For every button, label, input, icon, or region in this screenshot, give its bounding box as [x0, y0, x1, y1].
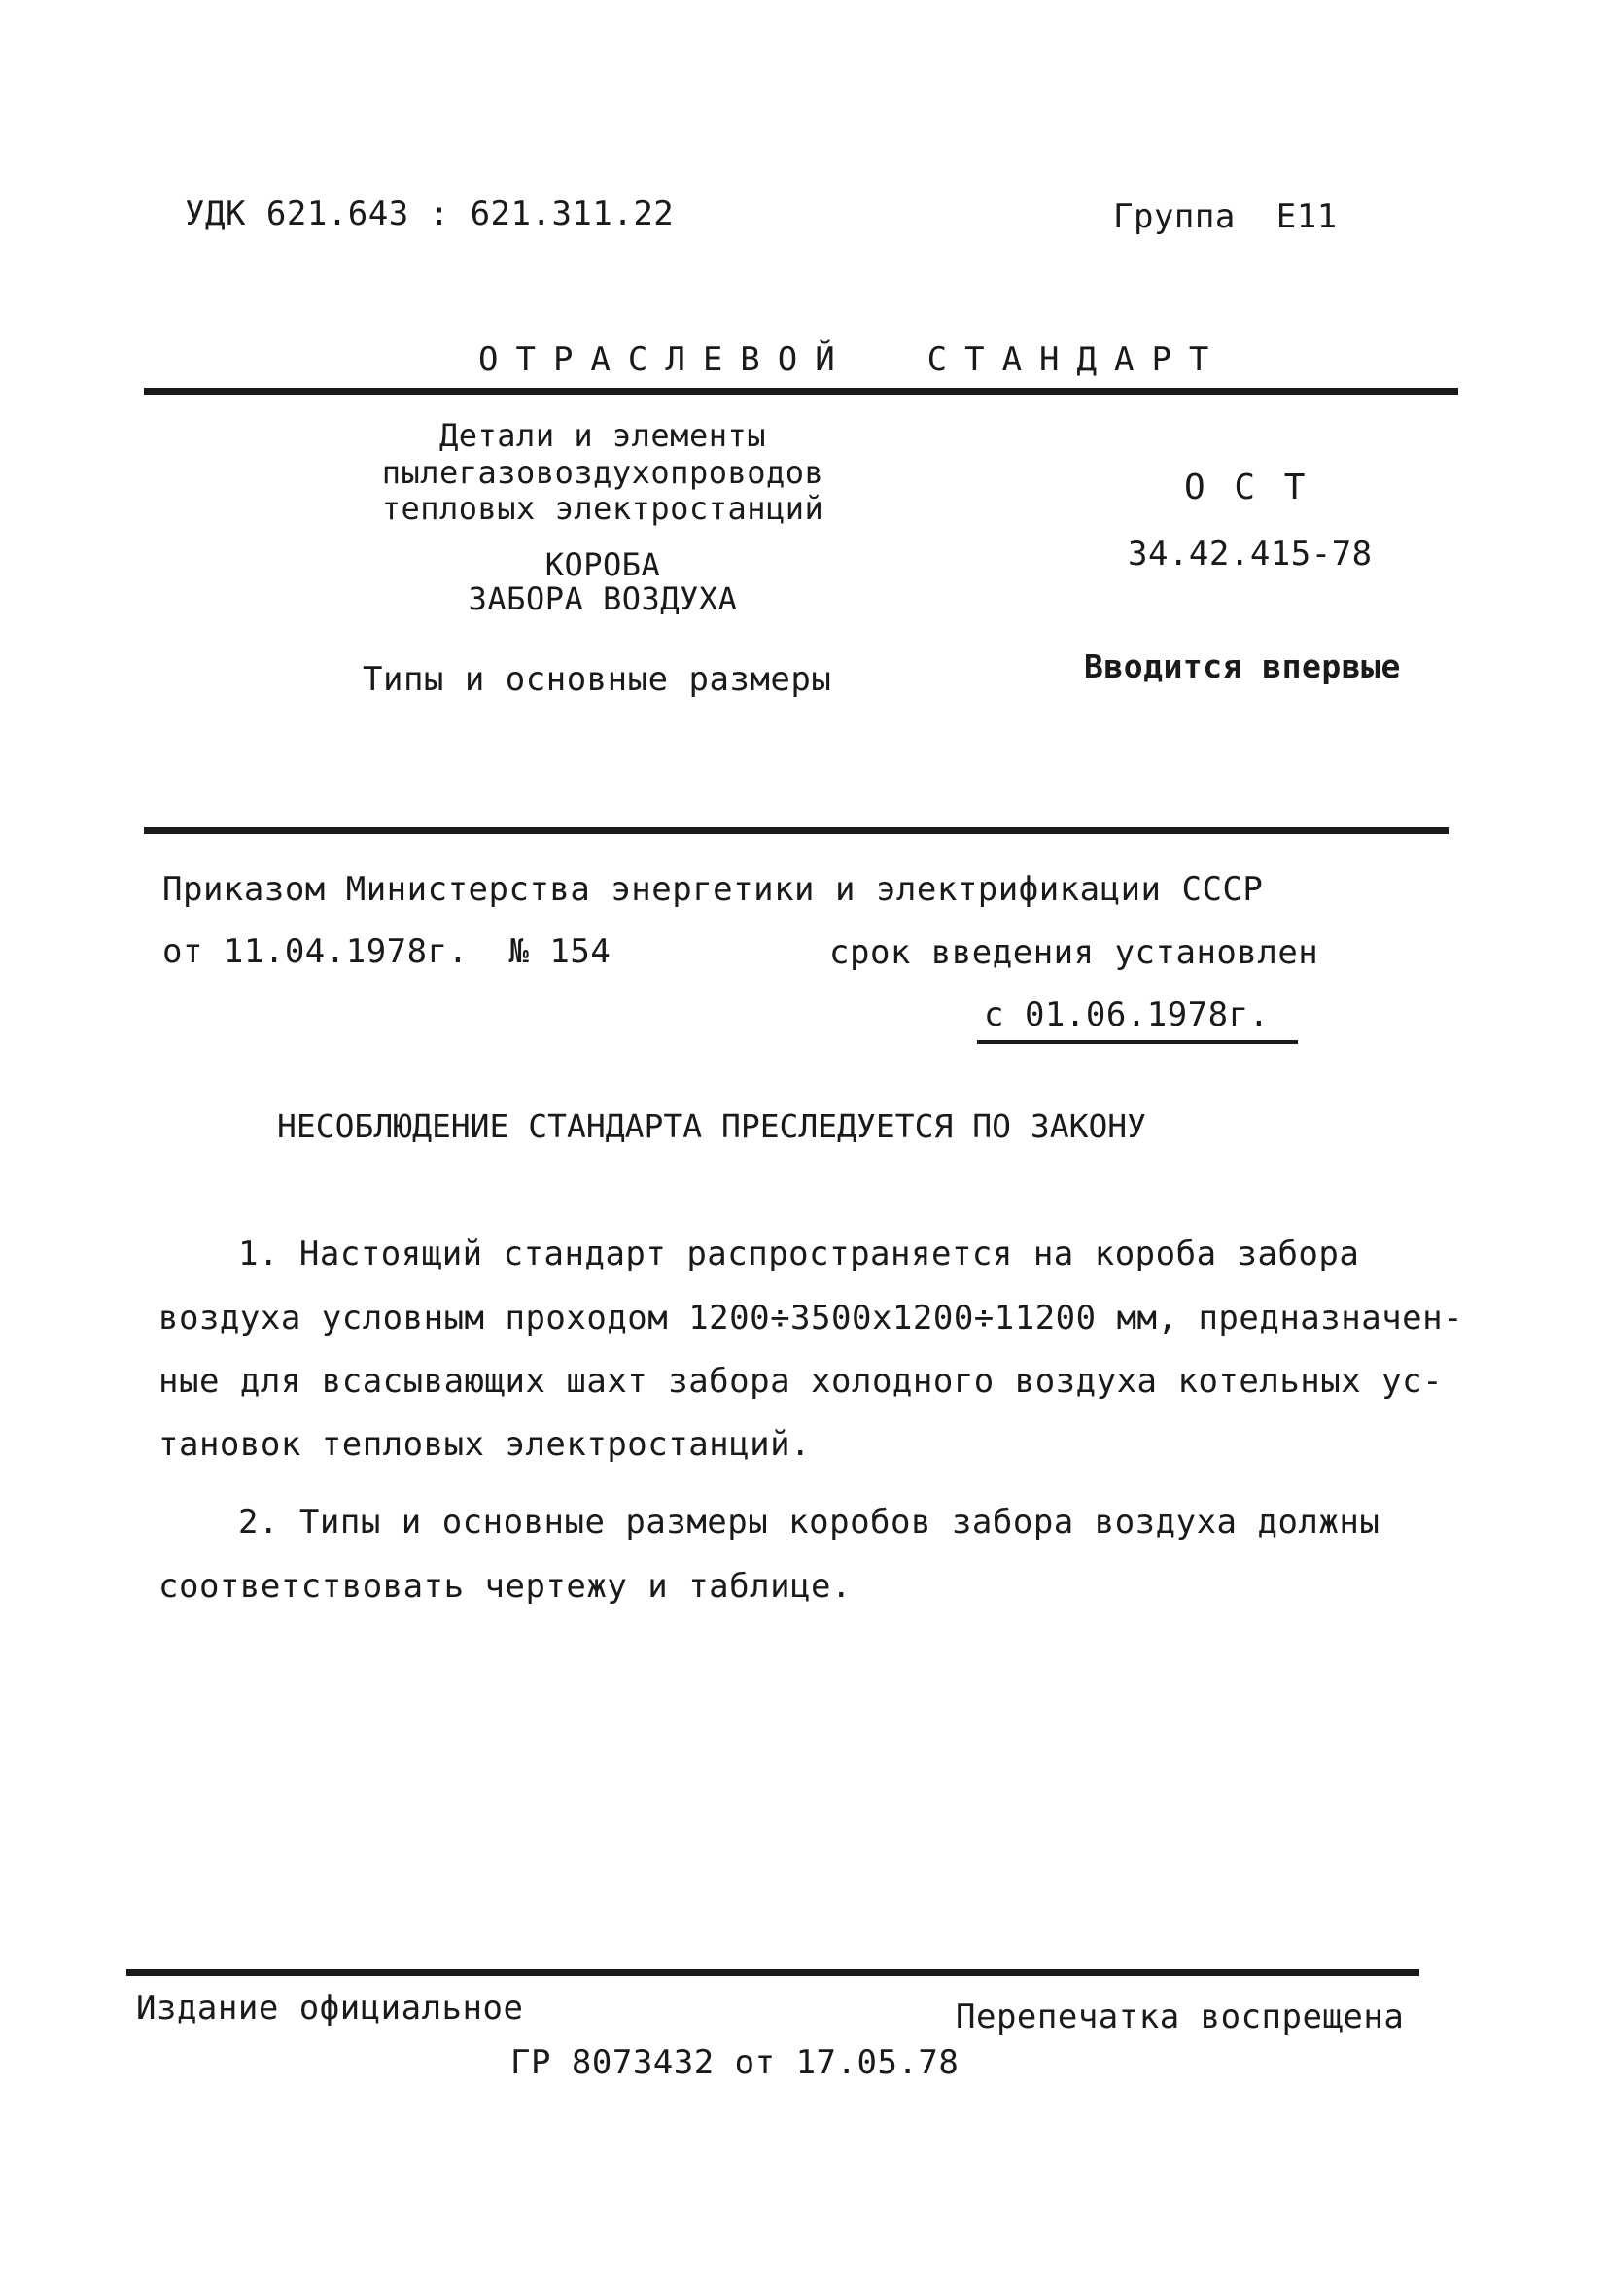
effective-date-underline [977, 1040, 1298, 1044]
document-subtitle: Типы и основные размеры [363, 660, 832, 699]
product-line-2: ЗАБОРА ВОЗДУХА [468, 580, 738, 617]
introduction-note: Вводится впервые [1084, 647, 1401, 685]
clause-1-line-3: ные для всасывающих шахт забора холодного воздуха котельных ус- [158, 1362, 1444, 1401]
clause-2-line-2: соответствовать чертежу и таблице. [158, 1567, 852, 1606]
reprint-prohibited-label: Перепечатка воспрещена [956, 1998, 1405, 2036]
effective-date: с 01.06.1978г. [984, 995, 1270, 1034]
clause-1-line-2: воздуха условным проходом 1200÷3500х1200÷11200 мм, предназначен- [158, 1299, 1464, 1338]
order-date-number: от 11.04.1978г. № 154 [162, 932, 611, 971]
ost-label: О С Т [1184, 468, 1310, 507]
subject-line-2: пылегазовоздухопроводов [381, 454, 824, 491]
product-line-1: КОРОБА [544, 546, 661, 583]
subject-line-1: Детали и элементы [438, 417, 766, 454]
clause-1-line-4: тановок тепловых электростанций. [158, 1425, 812, 1464]
effective-term-label: срок введения установлен [829, 933, 1319, 972]
ost-number: 34.42.415-78 [1128, 535, 1373, 574]
order-line: Приказом Министерства энергетики и электрификации СССР [162, 870, 1264, 909]
footer-rule [126, 1969, 1419, 1976]
official-edition-label: Издание официальное [136, 1989, 524, 2028]
clause-1-first-line: 1. Настоящий стандарт распространяется на короба забора [238, 1235, 1360, 1273]
standard-banner-title: ОТРАСЛЕВОЙ СТАНДАРТ [478, 340, 1227, 379]
registration-number: ГР 8073432 от 17.05.78 [510, 2043, 960, 2082]
subject-line-3: тепловых электростанций [381, 490, 824, 527]
udc-code: УДК 621.643 : 621.311.22 [185, 194, 675, 233]
clause-2-first-line: 2. Типы и основные размеры коробов забора воздуха должны [238, 1503, 1380, 1542]
section-rule [144, 827, 1449, 834]
banner-rule [144, 388, 1458, 395]
group-code: Группа Е11 [1113, 197, 1338, 236]
legal-warning: НЕСОБЛЮДЕНИЕ СТАНДАРТА ПРЕСЛЕДУЕТСЯ ПО ЗАКОНУ [277, 1107, 1147, 1145]
